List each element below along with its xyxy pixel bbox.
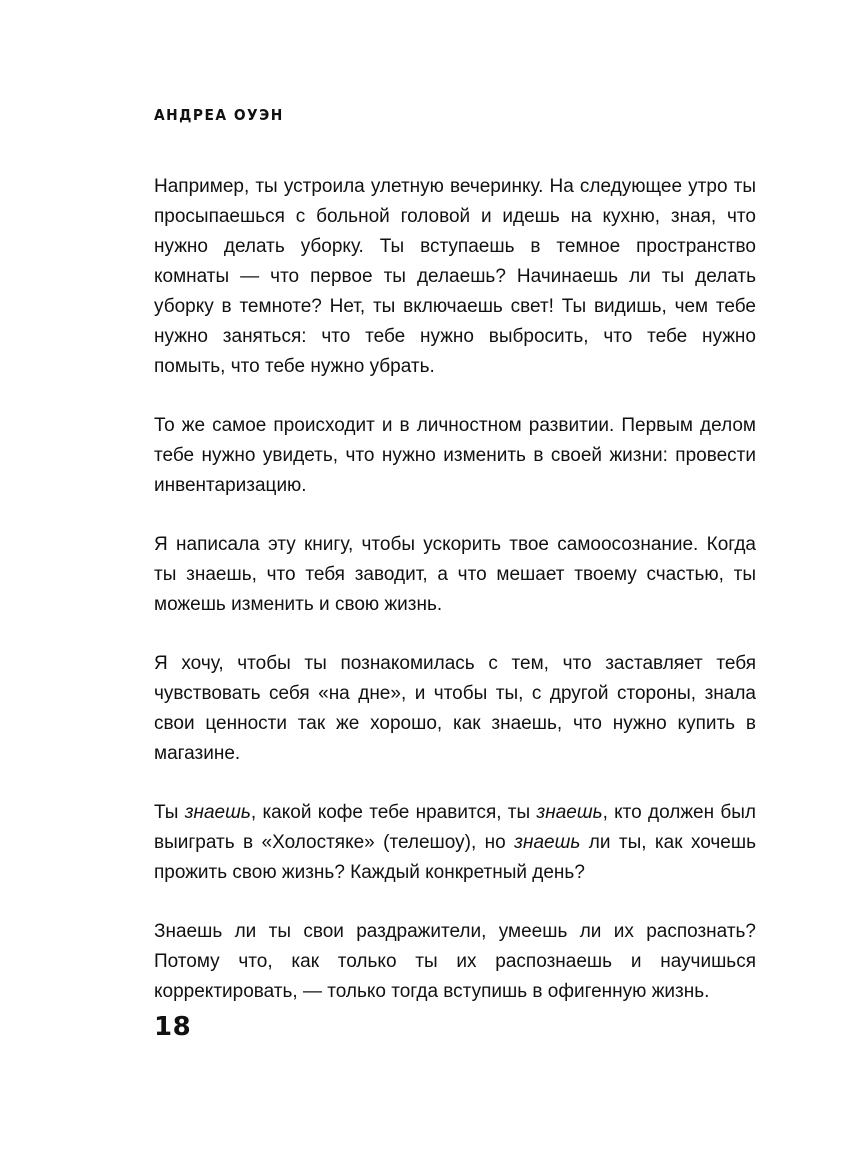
- text-segment: ли ты, как хочешь прожить свою жизнь? Каждый конкретный день?: [154, 832, 756, 883]
- paragraph-you-know: [154, 798, 756, 888]
- paragraph-personal-growth: То же самое происходит и в личностном развитии. Первым делом тебе нужно увидеть, что нужно изменить в своей жизни: провести инвентаризацию.: [154, 415, 756, 496]
- paragraph-party-example: Например, ты устроила улетную вечеринку. На следующее утро ты просыпаешься с больной головой и идешь на кухню, зная, что нужно делать уборку. Ты вступаешь в темное пространство комнаты — что первое ты делаешь? Начинаешь ли ты делать уборку в темноте? Нет, ты включаешь свет! Ты видишь, чем тебе нужно заняться: что тебе нужно выбросить, что тебе нужно помыть, что тебе нужно убрать.: [154, 176, 756, 377]
- text-segment: , какой кофе тебе нравится, ты: [250, 802, 537, 823]
- paragraph-book-purpose: Я написала эту книгу, чтобы ускорить твое самоосознание. Когда ты знаешь, что тебя заводит, а что мешает твоему счастью, ты можешь изменить и свою жизнь.: [154, 534, 756, 615]
- paragraph-triggers: Знаешь ли ты свои раздражители, умеешь ли их распознать? Потому что, как только ты их распознаешь и научишься корректировать, — только тогда вступишь в офигенную жизнь.: [154, 921, 756, 1002]
- text-segment: , кто должен был выиграть в «Холостяке» (телешоу), но: [154, 802, 756, 853]
- paragraph-values: Я хочу, чтобы ты познакомилась с тем, что заставляет тебя чувствовать себя «на дне», и чтобы ты, с другой стороны, знала свои ценности так же хорошо, как знаешь, что нужно купить в магазине.: [154, 653, 756, 764]
- page-number: 18: [154, 1012, 192, 1042]
- body-text: [154, 172, 756, 1007]
- emphasis-znaesh: знаешь: [184, 802, 251, 823]
- text-segment: Ты: [154, 802, 185, 823]
- emphasis-znaesh: знаешь: [514, 832, 581, 853]
- emphasis-znaesh: знаешь: [536, 802, 603, 823]
- running-head-author: АНДРЕА ОУЭН: [154, 106, 284, 124]
